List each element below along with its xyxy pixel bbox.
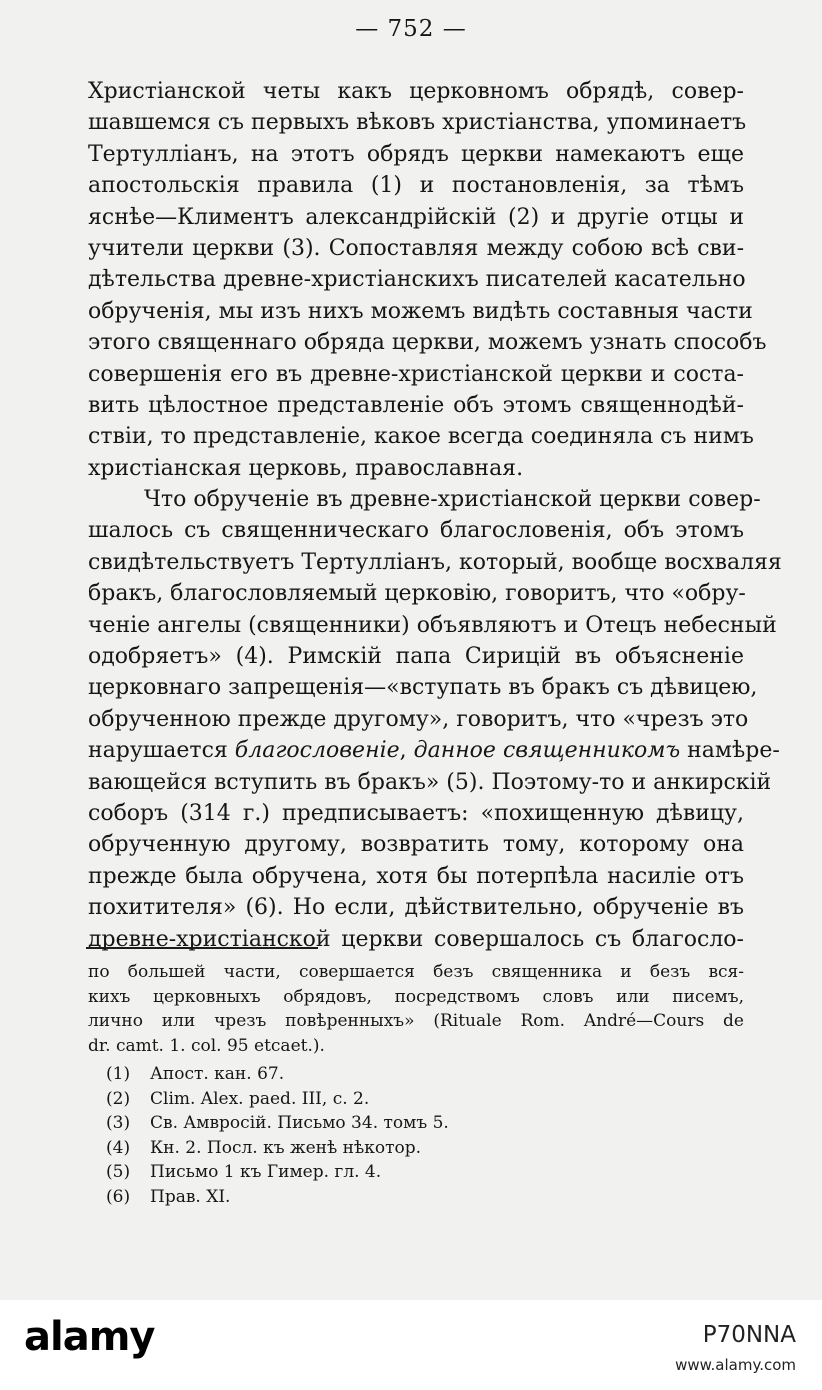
text-line: Тертулліанъ, на этотъ обрядъ церкви намекаютъ еще	[88, 141, 744, 167]
italic-run: благословеніе	[234, 738, 400, 764]
footnotes-list	[106, 1062, 666, 1209]
text-run: нарушается	[88, 738, 235, 764]
stock-watermark-bar	[0, 1300, 822, 1390]
text-line: соборъ (314 г.) предписываетъ: «похищенную дѣвицу,	[88, 800, 744, 826]
text-line: прежде была обручена, хотя бы потерпѣла насиліе отъ	[88, 863, 744, 889]
image-id: P70NNA	[702, 1322, 796, 1348]
footnote-number: (1)	[106, 1064, 131, 1084]
footnote-text: Письмо 1 къ Гимер. гл. 4.	[150, 1162, 382, 1182]
text-run: ,	[399, 738, 414, 764]
text-line: шавшемся съ первыхъ вѣковъ христіанства, упоминаетъ	[88, 110, 747, 136]
footnote-number: (4)	[106, 1137, 131, 1158]
text-line: учители церкви (3). Сопоставляя между собою всѣ сви-	[88, 235, 744, 261]
text-line: бракъ, благословляемый церковію, говоритъ, что «обру-	[88, 581, 746, 607]
text-line: свидѣтельствуетъ Тертулліанъ, который, вообще восхваляя	[88, 549, 782, 575]
text-line: этого священнаго обряда церкви, можемъ узнать способъ	[88, 330, 767, 356]
watermark-url: www.alamy.com	[675, 1356, 796, 1374]
text-line: шалось съ священническаго благословенія, объ этомъ	[88, 518, 744, 544]
text-line: обрученную другому, возвратить тому, которому она	[88, 832, 744, 858]
page-number: — 752 —	[355, 16, 467, 42]
footnote-number: (6)	[106, 1186, 131, 1207]
footnote-number: (2)	[106, 1088, 131, 1109]
text-line: апостольскія правила (1) и постановленія, за тѣмъ	[88, 173, 744, 199]
text-line: обрученною прежде другому», говоритъ, что «чрезъ это	[88, 706, 749, 732]
text-line: вить цѣлостное представленіе объ этомъ священнодѣй-	[88, 392, 744, 418]
footnote-continuation	[88, 960, 744, 1058]
main-text	[88, 76, 782, 955]
text-line: церковнаго запрещенія—«вступать въ бракъ съ дѣвицею,	[88, 675, 758, 701]
text-line: вающейся вступить въ бракъ» (5). Поэтому-то и анкирскій	[88, 769, 772, 795]
footnote-text: Апост. кан. 67.	[150, 1064, 285, 1084]
footnote-number: (5)	[106, 1162, 131, 1182]
footnote-item	[106, 1087, 666, 1112]
text-line: совершенія его въ древне-христіанской церкви и соста-	[88, 361, 744, 387]
text-line: дѣтельства древне-христіанскихъ писателей касательно	[88, 267, 746, 293]
text-line: Христіанской четы какъ церковномъ обрядѣ, совер-	[88, 79, 744, 104]
footnote-item	[106, 1062, 666, 1087]
footnote-text: Clim. Alex. paed. III, c. 2.	[150, 1088, 370, 1109]
alamy-logo: alamy	[24, 1314, 155, 1360]
footnote-text: Св. Амвросій. Письмо 34. томъ 5.	[150, 1113, 449, 1133]
text-line: древне-христіанской церкви совершалось съ благосло-	[88, 926, 744, 952]
text-run: намѣре-	[680, 738, 780, 764]
text-line-with-italics	[88, 735, 780, 766]
text-line: обрученія, мы изъ нихъ можемъ видѣть составныя части	[88, 298, 753, 324]
footnote-item	[106, 1185, 666, 1210]
text-line: христіанская церковь, православная.	[88, 455, 524, 481]
footnote-line: dr. camt. 1. col. 95 etcaet.).	[88, 1035, 325, 1056]
footnote-item	[106, 1136, 666, 1161]
footnote-text: Кн. 2. Посл. къ женѣ нѣкотор.	[150, 1137, 422, 1158]
text-line: ченіе ангелы (священники) объявляютъ и Отецъ небесный	[88, 612, 777, 638]
footnote-number: (3)	[106, 1113, 131, 1133]
text-line: ствіи, то представленіе, какое всегда соединяла съ нимъ	[88, 424, 754, 450]
footnote-line: по большей части, совершается безъ священника и безъ вся-	[88, 962, 744, 982]
italic-run: данное священникомъ	[413, 738, 681, 764]
footnote-item	[106, 1160, 666, 1185]
text-line: одобряетъ» (4). Римскій папа Сирицій въ объясненіе	[88, 644, 744, 670]
paragraph-start-line: Что обрученіе въ древне-христіанской церкви совер-	[144, 487, 761, 513]
footnote-line: кихъ церковныхъ обрядовъ, посредствомъ словъ или писемъ,	[88, 986, 744, 1007]
text-line: похитителя» (6). Но если, дѣйствительно, обрученіе въ	[88, 895, 744, 921]
text-line: яснѣе—Климентъ александрійскій (2) и другіе отцы и	[88, 204, 744, 230]
footnote-item	[106, 1111, 666, 1136]
footnote-line: лично или чрезъ повѣренныхъ» (Rituale Rom. André—Cours de	[88, 1011, 744, 1032]
footnote-divider	[86, 947, 318, 949]
footnote-text: Прав. XI.	[150, 1186, 231, 1207]
